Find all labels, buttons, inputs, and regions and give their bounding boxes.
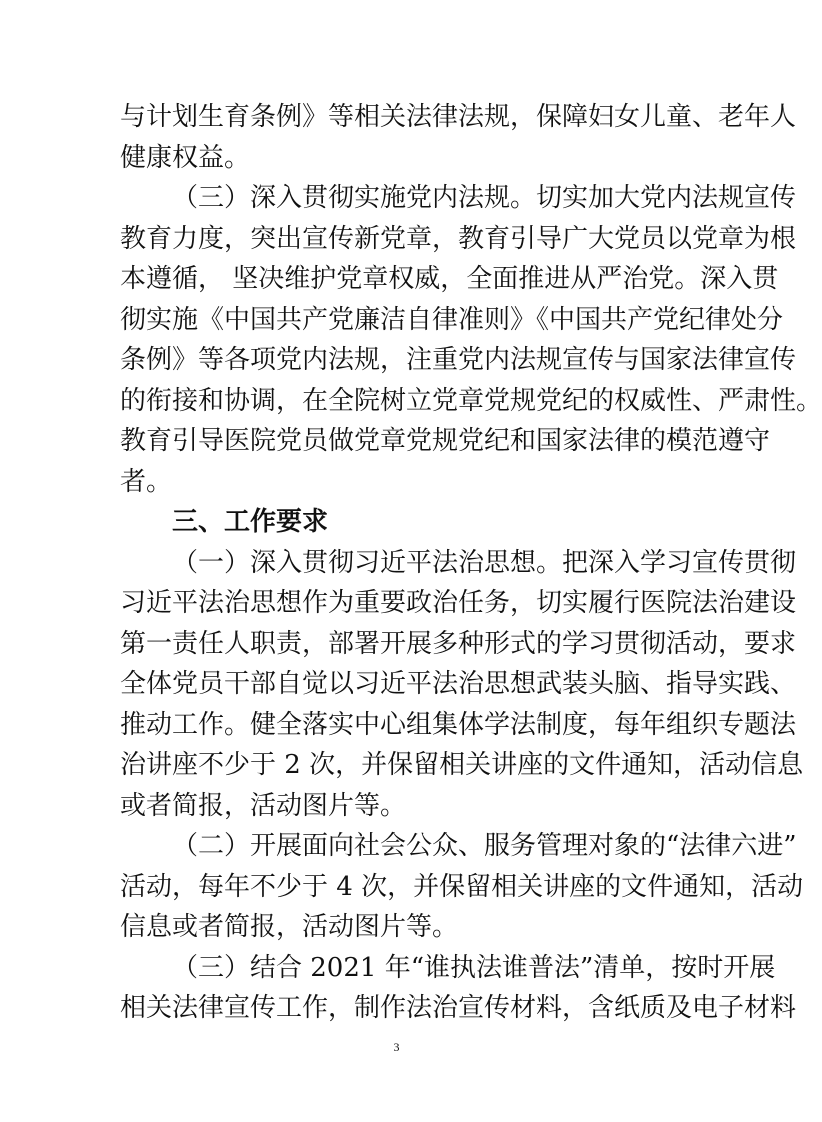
body-line: 推动工作。健全落实中心组集体学法制度，每年组织专题法 [120,709,797,740]
body-line: 彻实施《中国共产党廉洁自律准则》《中国共产党纪律处分 [120,304,784,335]
section-heading: 三、工作要求 [172,507,329,537]
page-number: 3 [393,1040,400,1054]
body-line: 习近平法治思想作为重要政治任务，切实履行医院法治建设 [120,588,797,618]
body-line: 与计划生育条例》等相关法律法规，保障妇女儿童、老年人 [120,102,797,132]
paragraph-start-line: （三）深入贯彻实施党内法规。切实加大党内法规宣传 [172,183,797,213]
paragraph-start-line: （三）结合 2021 年“谁执法谁普法”清单，按时开展 [172,952,776,983]
body-line: 治讲座不少于 2 次，并保留相关讲座的文件通知，活动信息 [120,750,804,780]
body-line: 活动，每年不少于 4 次，并保留相关讲座的文件通知，活动 [120,871,804,902]
body-line: 本遵循， 坚决维护党章权威，全面推进从严治党。深入贯 [120,264,779,294]
body-line: 全体党员干部自觉以习近平法治思想武装头脑、指导实践、 [120,669,797,699]
body-line: 或者简报，活动图片等。 [120,790,407,821]
body-line: 条例》等各项党内法规，注重党内法规宣传与国家法律宣传 [120,345,797,375]
paragraph-start-line: （一）深入贯彻习近平法治思想。把深入学习宣传贯彻 [172,547,797,578]
body-line: 第一责任人职责，部署开展多种形式的学习贯彻活动，要求 [120,628,797,659]
body-line: 健康权益。 [120,142,251,173]
body-line: 教育力度，突出宣传新党章，教育引导广大党员以党章为根 [120,223,797,254]
body-line: 的衔接和协调，在全院树立党章党规党纪的权威性、严肃性。 [120,385,822,416]
body-line: 信息或者简报，活动图片等。 [120,912,459,942]
body-line: 相关法律宣传工作，制作法治宣传材料，含纸质及电子材料 [120,993,797,1023]
body-line: 者。 [120,466,173,497]
body-line: 教育引导医院党员做党章党规党纪和国家法律的模范遵守 [120,426,771,456]
paragraph-start-line: （二）开展面向社会公众、服务管理对象的“法律六进” [172,831,797,861]
